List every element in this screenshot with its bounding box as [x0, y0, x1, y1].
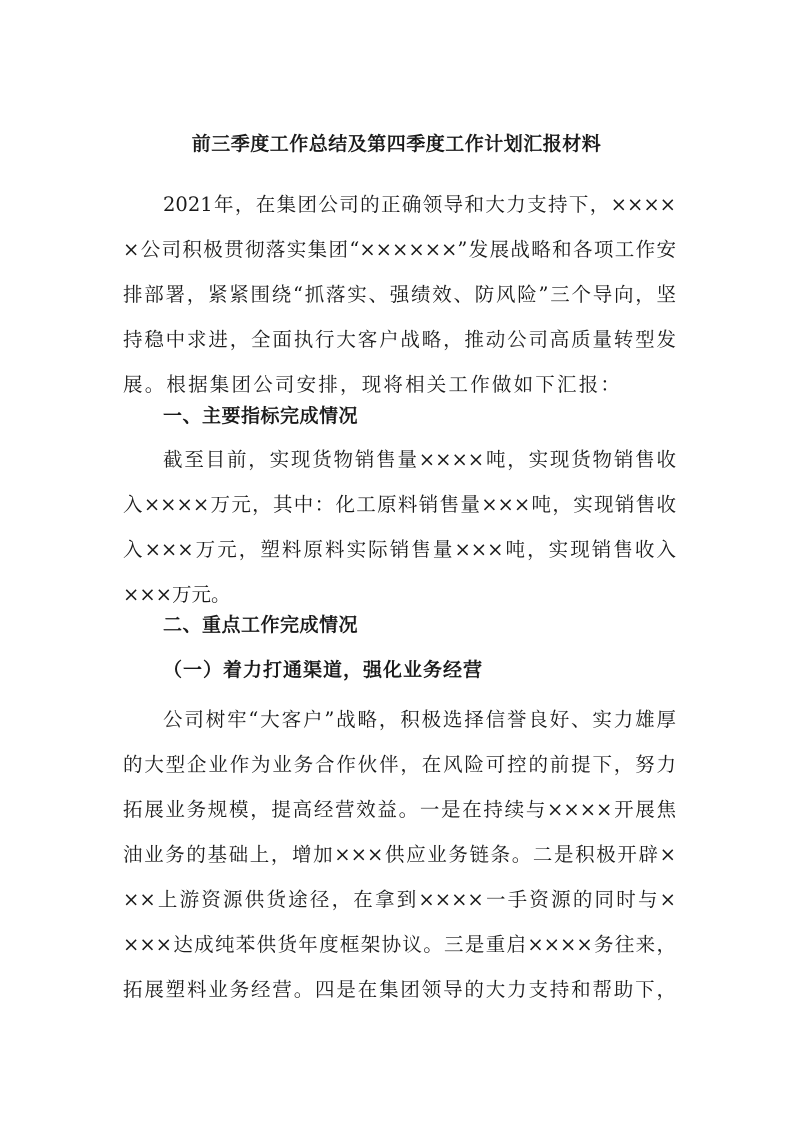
- intro-line-1: 2021年，在集团公司的正确领导和大力支持下，××××: [163, 193, 676, 216]
- section1-line-3: 入×××万元，塑料原料实际销售量×××吨，实现销售收入: [123, 538, 676, 561]
- document-title: 前三季度工作总结及第四季度工作计划汇报材料: [191, 133, 602, 155]
- subsection1-line-4: 油业务的基础上，增加×××供应业务链条。二是积极开辟×: [123, 843, 676, 866]
- subsection1-line-6: ×××达成纯苯供货年度框架协议。三是重启××××务往来，: [123, 933, 676, 956]
- subsection1-heading: （一）着力打通渠道，强化业务经营: [163, 659, 484, 681]
- section1-line-4: ×××万元。: [123, 583, 231, 606]
- intro-line-2: ×公司积极贯彻落实集团“××××××”发展战略和各项工作安: [123, 238, 676, 261]
- intro-line-3: 排部署，紧紧围绕“抓落实、强绩效、防风险”三个导向，坚: [123, 283, 676, 306]
- section1-line-2: 入××××万元，其中：化工原料销售量×××吨，实现销售收: [123, 493, 676, 516]
- section1-line-1: 截至目前，实现货物销售量××××吨，实现货物销售收: [163, 448, 676, 471]
- section2-heading: 二、重点工作完成情况: [163, 614, 359, 636]
- section1-heading: 一、主要指标完成情况: [163, 405, 359, 427]
- intro-line-4: 持稳中求进，全面执行大客户战略，推动公司高质量转型发: [123, 328, 676, 351]
- subsection1-line-3: 拓展业务规模，提高经营效益。一是在持续与××××开展焦: [123, 798, 676, 821]
- intro-line-5: 展。根据集团公司安排，现将相关工作做如下汇报：: [123, 373, 623, 396]
- subsection1-line-2: 的大型企业作为业务合作伙伴，在风险可控的前提下，努力: [123, 753, 676, 776]
- subsection1-line-1: 公司树牢“大客户”战略，积极选择信誉良好、实力雄厚: [163, 708, 676, 731]
- subsection1-line-5: ××上游资源供货途径，在拿到××××一手资源的同时与×: [123, 888, 676, 911]
- subsection1-line-7: 拓展塑料业务经营。四是在集团领导的大力支持和帮助下，: [123, 978, 676, 1001]
